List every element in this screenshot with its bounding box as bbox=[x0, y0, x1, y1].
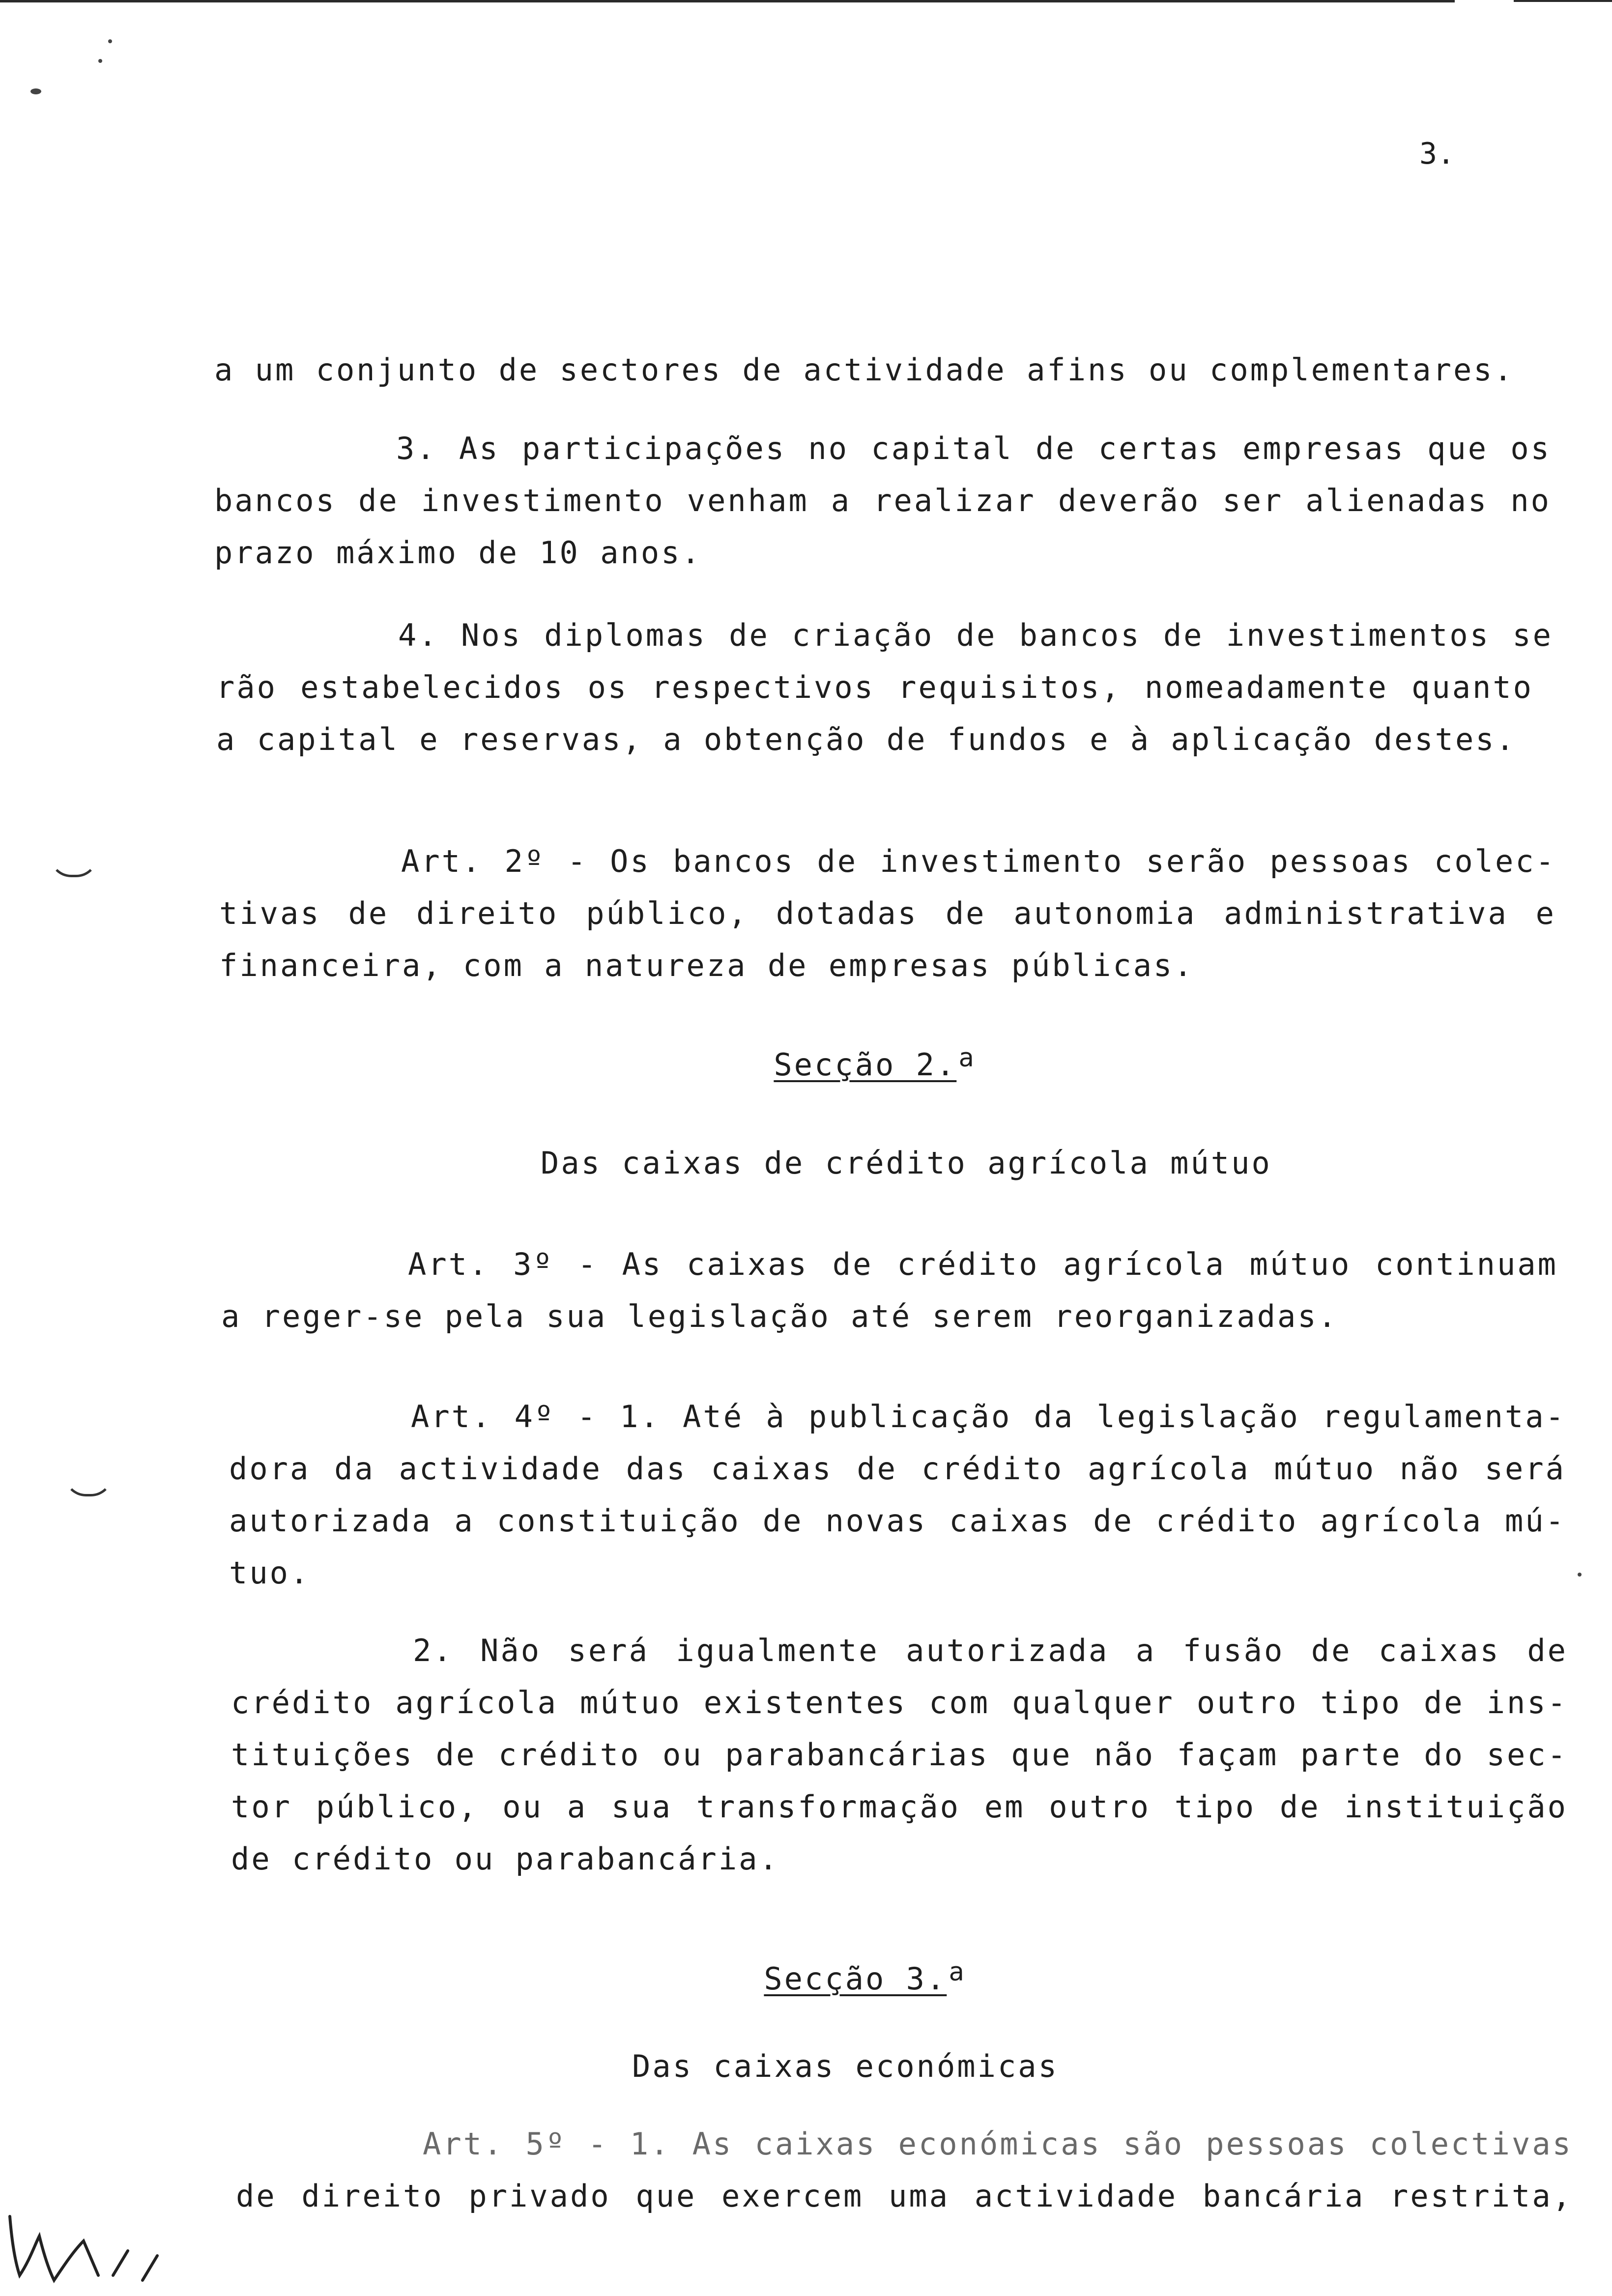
text-line: Art. 2º - Os bancos de investimento serão pessoas colec- bbox=[401, 843, 1556, 879]
text-line: 2. Não será igualmente autorizada a fusão de caixas de bbox=[413, 1633, 1568, 1668]
text-line: autorizada a constituição de novas caixas de crédito agrícola mú- bbox=[229, 1503, 1566, 1539]
paragraph-art-4-1 bbox=[229, 1391, 1566, 1599]
paragraph-art-4-2 bbox=[231, 1625, 1568, 1885]
text-line: Art. 5º - 1. As caixas económicas são pessoas colectivas bbox=[423, 2126, 1573, 2162]
text-line: tuo. bbox=[229, 1555, 311, 1591]
punch-mark-upper bbox=[49, 855, 98, 877]
section-3-title: Das caixas económicas bbox=[632, 2048, 1059, 2084]
text-line: 3. As participações no capital de certas empresas que os bbox=[396, 430, 1551, 466]
handwritten-initials bbox=[0, 2202, 167, 2296]
top-rule bbox=[0, 0, 1455, 2]
text-line: a reger-se pela sua legislação até serem reorganizadas. bbox=[221, 1298, 1338, 1334]
section-2-heading bbox=[737, 1043, 1012, 1083]
punch-mark-lower bbox=[64, 1474, 113, 1496]
text-line: financeira, com a natureza de empresas públicas. bbox=[219, 947, 1194, 983]
text-line: tivas de direito público, dotadas de autonomia administrativa e bbox=[219, 895, 1556, 931]
page-number: 3. bbox=[1419, 137, 1455, 171]
scan-speck bbox=[1578, 1573, 1582, 1577]
paragraph-art-3 bbox=[221, 1238, 1558, 1343]
section-3-heading bbox=[727, 1957, 1003, 1997]
text-line: a capital e reservas, a obtenção de fundos e à aplicação destes. bbox=[216, 721, 1516, 757]
paragraph-art-5 bbox=[236, 2118, 1573, 2222]
text-line: tituições de crédito ou parabancárias que não façam parte do sec- bbox=[231, 1737, 1568, 1773]
scan-speck bbox=[98, 59, 102, 63]
text-line: Art. 4º - 1. Até à publicação da legislação regulamenta- bbox=[411, 1399, 1566, 1435]
text-line: rão estabelecidos os respectivos requisitos, nomeadamente quanto bbox=[216, 669, 1533, 705]
text-line: Art. 3º - As caixas de crédito agrícola mútuo continuam bbox=[408, 1246, 1558, 1282]
paragraph-item-4 bbox=[216, 609, 1553, 766]
section-2-title: Das caixas de crédito agrícola mútuo bbox=[541, 1145, 1272, 1181]
section-3-superscript: a bbox=[949, 1957, 966, 1987]
text-line: dora da actividade das caixas de crédito agrícola mútuo não será bbox=[229, 1451, 1566, 1487]
text-line: de direito privado que exercem uma actividade bancária restrita, bbox=[236, 2178, 1573, 2214]
intro-line: a um conjunto de sectores de actividade afins ou complementares. bbox=[214, 352, 1514, 388]
text-line: de crédito ou parabancária. bbox=[231, 1841, 779, 1877]
text-line: 4. Nos diplomas de criação de bancos de investimentos se bbox=[398, 617, 1553, 653]
scan-speck bbox=[30, 88, 41, 94]
text-line: crédito agrícola mútuo existentes com qualquer outro tipo de ins- bbox=[231, 1685, 1568, 1721]
section-2-superscript: a bbox=[958, 1043, 976, 1073]
text-line: bancos de investimento venham a realizar deverão ser alienadas no bbox=[214, 483, 1551, 518]
top-rule-fragment bbox=[1514, 0, 1612, 2]
section-3-label: Secção 3. bbox=[764, 1961, 947, 1997]
text-line: prazo máximo de 10 anos. bbox=[214, 535, 702, 571]
paragraph-item-3 bbox=[214, 423, 1551, 579]
section-2-label: Secção 2. bbox=[774, 1047, 957, 1083]
text-line: tor público, ou a sua transformação em outro tipo de instituição bbox=[231, 1789, 1568, 1825]
scan-speck bbox=[108, 39, 112, 43]
paragraph-art-2 bbox=[219, 835, 1556, 992]
